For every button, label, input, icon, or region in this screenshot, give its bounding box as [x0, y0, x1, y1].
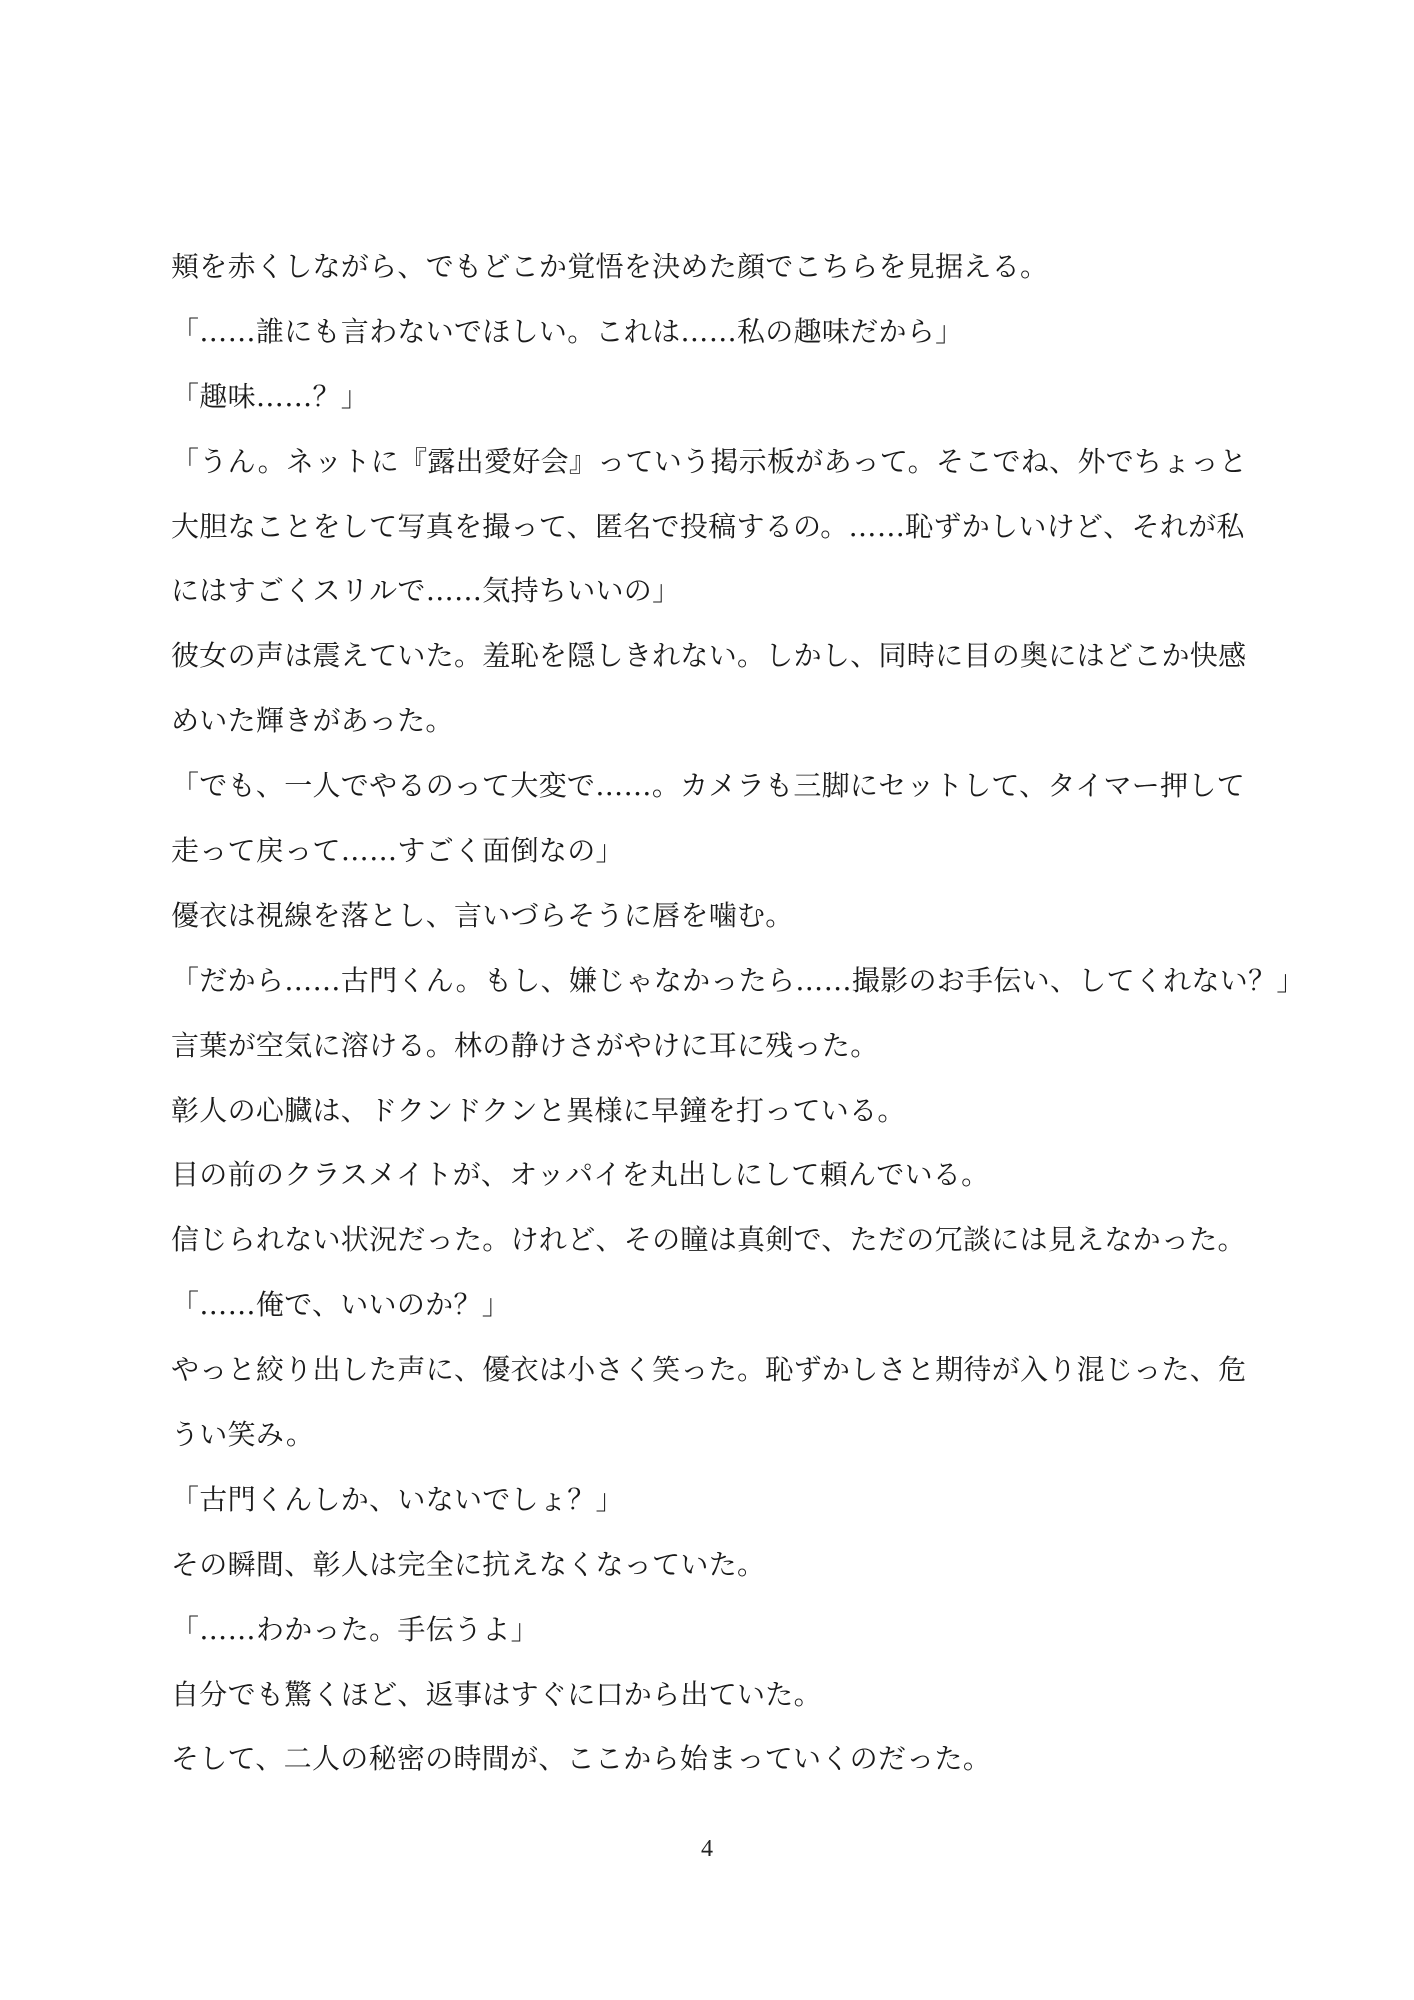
- text-line: 「でも、一人でやるのって大変で……。カメラも三脚にセットして、タイマー押して: [171, 769, 1246, 803]
- body-text: [171, 235, 1305, 1792]
- text-line: 彰人の心臓は、ドクンドクンと異様に早鐘を打っている。: [171, 1093, 906, 1127]
- text-line: 信じられない状況だった。けれど、その瞳は真剣で、ただの冗談には見えなかった。: [171, 1223, 1246, 1257]
- text-line: やっと絞り出した声に、優衣は小さく笑った。恥ずかしさと期待が入り混じった、危: [171, 1353, 1247, 1387]
- text-line: 「古門くんしか、いないでしょ？」: [171, 1482, 624, 1516]
- text-line: 「……わかった。手伝うよ」: [171, 1612, 539, 1646]
- page-number: 4: [701, 1836, 713, 1862]
- text-line: 言葉が空気に溶ける。林の静けさがやけに耳に残った。: [171, 1028, 879, 1062]
- text-line: 走って戻って……すごく面倒なの」: [171, 834, 624, 868]
- text-line: そして、二人の秘密の時間が、ここから始まっていくのだった。: [171, 1742, 992, 1776]
- text-line: 彼女の声は震えていた。羞恥を隠しきれない。しかし、同時に目の奥にはどこか快感: [171, 639, 1247, 673]
- text-line: 「……誰にも言わないでほしい。これは……私の趣味だから」: [171, 314, 964, 348]
- text-line: 自分でも驚くほど、返事はすぐに口から出ていた。: [171, 1677, 822, 1711]
- text-line: うい笑み。: [171, 1418, 315, 1452]
- text-line: 頬を赤くしながら、でもどこか覚悟を決めた顔でこちらを見据える。: [171, 250, 1049, 283]
- text-line: 「趣味……？」: [171, 379, 370, 413]
- text-line: その瞬間、彰人は完全に抗えなくなっていた。: [171, 1547, 766, 1581]
- text-line: 優衣は視線を落とし、言いづらそうに唇を噛む。: [171, 898, 794, 932]
- text-line: 「だから……古門くん。もし、嫌じゃなかったら……撮影のお手伝い、してくれない？」: [171, 963, 1305, 997]
- text-line: 大胆なことをして写真を撮って、匿名で投稿するの。……恥ずかしいけど、それが私: [171, 509, 1245, 543]
- text-line: にはすごくスリルで……気持ちいいの」: [171, 574, 681, 608]
- text-line: 「うん。ネットに『露出愛好会』っていう掲示板があって。そこでね、外でちょっと: [171, 444, 1248, 478]
- text-line: 目の前のクラスメイトが、オッパイを丸出しにして頼んでいる。: [171, 1158, 990, 1192]
- text-line: 「……俺で、いいのか？」: [171, 1288, 511, 1322]
- text-line: めいた輝きがあった。: [171, 704, 454, 738]
